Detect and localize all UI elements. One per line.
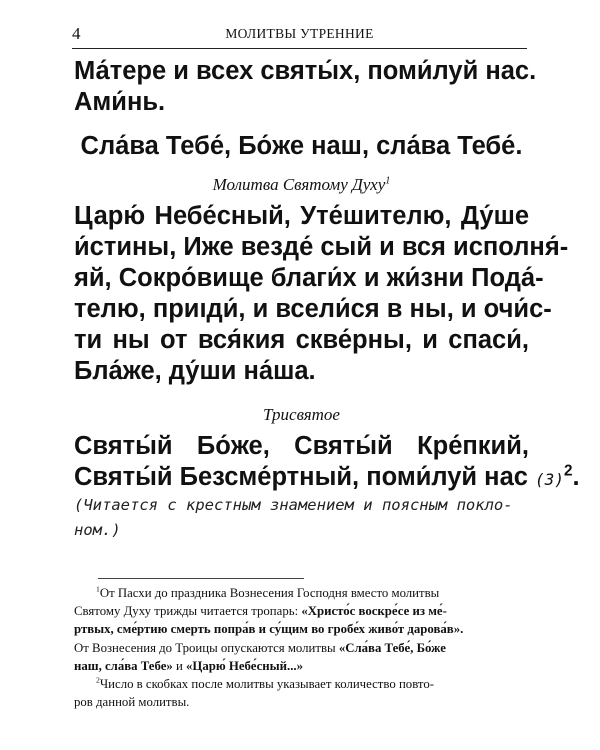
doxology-line: Сла́ва Тебе́, Бо́же наш, сла́ва Тебе́. bbox=[80, 132, 523, 160]
page-number: 4 bbox=[72, 24, 81, 43]
prayer-line: яй, Сокро́вище благи́х и жи́зни Пода́- bbox=[74, 264, 544, 292]
footnote-ref-2[interactable]: 2 bbox=[563, 462, 573, 480]
repeat-count: (3) bbox=[535, 470, 564, 489]
prayer-line: Бла́же, ду́ши на́ша. bbox=[74, 357, 316, 385]
trisagion-title: Трисвятое bbox=[263, 405, 340, 424]
footnote-2: $^2$Число в скобках после молитвы указывает количество повто- bbox=[96, 675, 434, 691]
prayer-line: и́стины, Иже везде́ сый и вся исполня́- bbox=[74, 233, 569, 261]
trisagion-line: Святы́й Бо́же, Святы́й Кре́пкий, bbox=[74, 432, 529, 460]
footnote-1-line: ртвых, сме́ртию смерть попра́в и су́щим во гробе́х живо́т дарова́в». bbox=[74, 622, 464, 637]
trisagion-line: Святы́й Безсме́ртный, поми́луй нас $(3)^2$. bbox=[74, 462, 580, 491]
holy-spirit-prayer-title: Молитва Святому Духу$^1$ bbox=[212, 175, 391, 194]
rubric-line: ном.) bbox=[74, 521, 121, 539]
footnote-rule bbox=[98, 578, 304, 579]
running-title: МОЛИТВЫ УТРЕННИЕ bbox=[225, 26, 374, 41]
footnote-1-line: наш, сла́ва Тебе» и «Царю́ Небе́сный...» bbox=[74, 658, 303, 673]
prayer-line: телю, приıди́, и всели́ся в ны, и очи́с- bbox=[74, 295, 552, 323]
footnote-1-line: Святому Духу трижды читается тропарь: «Христо́с воскре́се из ме́- bbox=[74, 604, 447, 619]
amen-line: Ами́нь. bbox=[74, 88, 166, 116]
header-rule bbox=[72, 48, 527, 49]
footnote-2-line: ров данной молитвы. bbox=[74, 695, 190, 710]
footnote-1-line: От Вознесения до Троицы опускаются молитвы «Сла́ва Тебе́, Бо́же bbox=[74, 640, 446, 655]
footnote-ref-1[interactable]: 1 bbox=[385, 175, 391, 187]
opening-line: Ма́тере и всех святы́х, поми́луй нас. bbox=[74, 57, 537, 85]
footnotes bbox=[74, 584, 529, 711]
prayer-line: ти ны от вся́кия скве́рны, и спаси́, bbox=[74, 326, 529, 354]
prayer-text bbox=[74, 56, 580, 543]
footnote-1: $^1$От Пасхи до праздника Вознесения Господня вместо молитвы bbox=[96, 584, 440, 600]
prayer-line: Царю́ Небе́сный, Уте́шителю, Ду́ше bbox=[74, 202, 529, 230]
rubric-line: (Читается с крестным знамением и поясным покло- bbox=[74, 496, 513, 514]
page-header bbox=[72, 22, 527, 46]
